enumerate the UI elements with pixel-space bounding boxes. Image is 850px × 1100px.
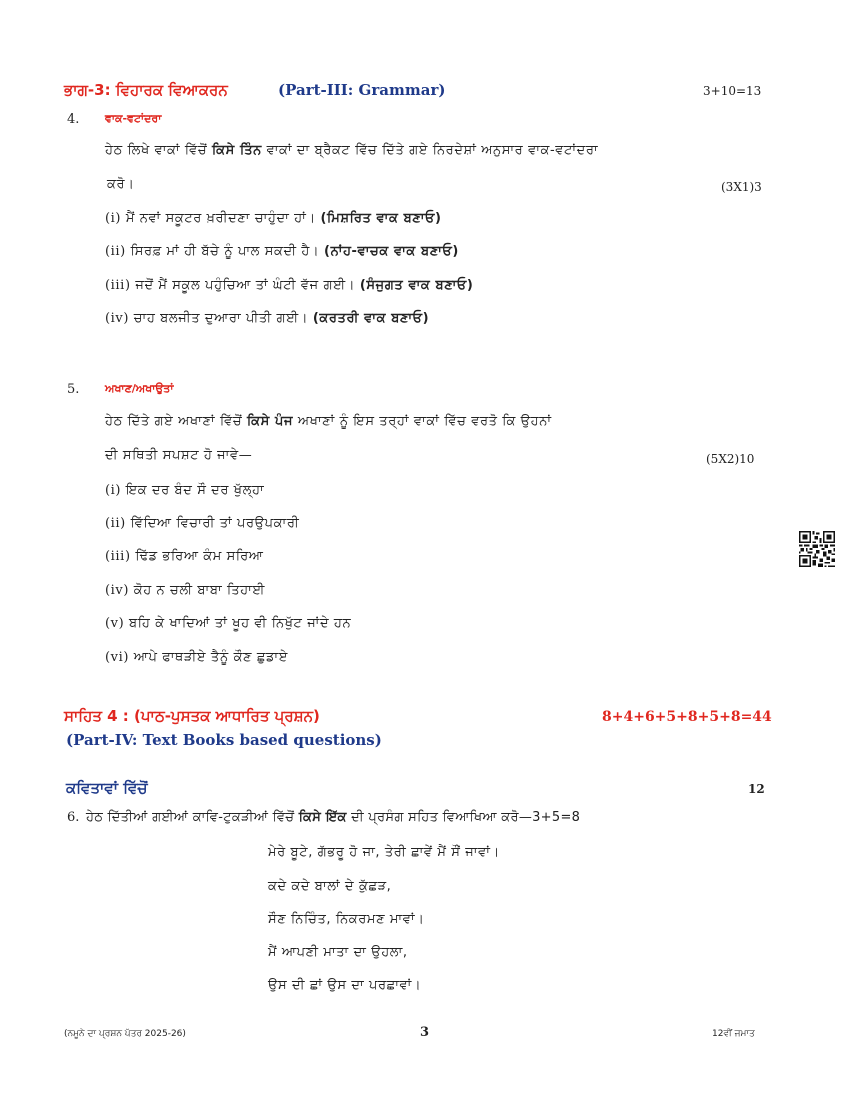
q5-heading: ਅਖਾਣ/ਅਖਾਉਤਾਂ bbox=[105, 382, 174, 395]
part3-title-en: (Part-III: Grammar) bbox=[278, 81, 446, 99]
part3-marks: 3+10=13 bbox=[703, 84, 762, 98]
poems-heading: ਕਵਿਤਾਵਾਂ ਵਿੱਚੋਂ bbox=[66, 779, 148, 797]
verse-line: ਕਦੇ ਕਦੇ ਬਾਲਾਂ ਦੇ ਕੁੱਛੜ, bbox=[268, 879, 392, 894]
q4-item: (i) ਮੈਂ ਨਵਾਂ ਸਕੂਟਰ ਖ਼ਰੀਦਣਾ ਚਾਹੁੰਦਾ ਹਾਂ। (ਮਿਸ਼ਰਿਤ ਵਾਕ ਬਣਾਓ) bbox=[105, 211, 442, 226]
q5-instruction: ਹੇਠ ਦਿੱਤੇ ਗਏ ਅਖਾਣਾਂ ਵਿੱਚੋਂ ਕਿਸੇ ਪੰਜ ਅਖਾਣਾਂ ਨੂੰ ਇਸ ਤਰ੍ਹਾਂ ਵਾਕਾਂ ਵਿੱਚ ਵਰਤੋ ਕਿ ਉਹਨਾਂ bbox=[105, 414, 552, 429]
q4-heading: ਵਾਕ-ਵਟਾਂਦਰਾ bbox=[105, 112, 162, 125]
verse-line: ਉਸ ਦੀ ਛਾਂ ਉਸ ਦਾ ਪਰਛਾਵਾਂ। bbox=[268, 978, 422, 993]
q5-item: (vi) ਆਪੇ ਫਾਥੜੀਏ ਤੈਨੂੰ ਕੌਣ ਛੁਡਾਏ bbox=[105, 650, 288, 665]
part4-marks: 8+4+6+5+8+5+8=44 bbox=[602, 709, 772, 725]
q5-instruction-line2: ਦੀ ਸਥਿਤੀ ਸਪਸ਼ਟ ਹੋ ਜਾਵੇ— bbox=[105, 448, 253, 463]
qr-code bbox=[799, 530, 835, 568]
q6-instruction: ਹੇਠ ਦਿੱਤੀਆਂ ਗਈਆਂ ਕਾਵਿ-ਟੁਕੜੀਆਂ ਵਿੱਚੋਂ ਕਿਸੇ ਇੱਕ ਦੀ ਪ੍ਰਸੰਗ ਸਹਿਤ ਵਿਆਖਿਆ ਕਰੋ—3+5=8 bbox=[86, 810, 581, 825]
verse-line: ਸੌਣ ਨਿਚਿੰਤ, ਨਿਕਰਮਣ ਮਾਵਾਂ। bbox=[268, 912, 425, 927]
q4-marks: (3X1)3 bbox=[721, 180, 762, 194]
q4-number: 4. bbox=[67, 112, 80, 127]
q5-item: (iii) ਢਿੱਡ ਭਰਿਆ ਕੰਮ ਸਰਿਆ bbox=[105, 549, 264, 564]
verse-line: ਮੈਂ ਆਪਣੀ ਮਾਤਾ ਦਾ ਉਹਲਾ, bbox=[268, 945, 408, 960]
q4-item: (ii) ਸਿਰਫ਼ ਮਾਂ ਹੀ ਬੱਚੇ ਨੂੰ ਪਾਲ ਸਕਦੀ ਹੈ। (ਨਾਂਹ-ਵਾਚਕ ਵਾਕ ਬਣਾਓ) bbox=[105, 244, 459, 259]
poems-marks: 12 bbox=[748, 782, 765, 796]
q4-instruction: ਹੇਠ ਲਿਖੇ ਵਾਕਾਂ ਵਿੱਚੋਂ ਕਿਸੇ ਤਿੰਨ ਵਾਕਾਂ ਦਾ ਬ੍ਰੈਕਟ ਵਿੱਚ ਦਿੱਤੇ ਗਏ ਨਿਰਦੇਸ਼ਾਂ ਅਨੁਸਾਰ ਵਾਕ-ਵਟਾਂਦਰਾ bbox=[105, 143, 599, 158]
q5-item: (ii) ਵਿੱਦਿਆ ਵਿਚਾਰੀ ਤਾਂ ਪਰਉਪਕਾਰੀ bbox=[105, 516, 300, 531]
part4-title-en: (Part-IV: Text Books based questions) bbox=[66, 731, 382, 749]
q5-number: 5. bbox=[67, 382, 80, 397]
q4-instruction-line2: ਕਰੋ। bbox=[107, 177, 135, 192]
page-number: 3 bbox=[420, 1025, 430, 1040]
q6-number: 6. bbox=[67, 810, 80, 825]
q5-item: (v) ਬਹਿ ਕੇ ਖਾਦਿਆਂ ਤਾਂ ਖੂਹ ਵੀ ਨਿਖੁੱਟ ਜਾਂਦੇ ਹਨ bbox=[105, 616, 352, 631]
q4-item: (iv) ਚਾਹ ਬਲਜੀਤ ਦੁਆਰਾ ਪੀਤੀ ਗਈ। (ਕਰਤਰੀ ਵਾਕ ਬਣਾਓ) bbox=[105, 311, 430, 326]
q5-item: (iv) ਕੋਹ ਨ ਚਲੀ ਬਾਬਾ ਤਿਹਾਈ bbox=[105, 583, 266, 598]
footer-left: (ਨਮੂਨੇ ਦਾ ਪ੍ਰਸ਼ਨ ਪੱਤਰ 2025-26) bbox=[64, 1029, 186, 1039]
q5-marks: (5X2)10 bbox=[706, 452, 755, 466]
q4-item: (iii) ਜਦੋਂ ਮੈਂ ਸਕੂਲ ਪਹੁੰਚਿਆ ਤਾਂ ਘੰਟੀ ਵੱਜ ਗਈ। (ਸੰਜੁਗਤ ਵਾਕ ਬਣਾਓ) bbox=[105, 278, 474, 293]
part3-title-pa: ਭਾਗ-3: ਵਿਹਾਰਕ ਵਿਆਕਰਨ bbox=[64, 81, 228, 99]
verse-line: ਮੇਰੇ ਬੂਟੇ, ਗੱਭਰੂ ਹੋ ਜਾ, ਤੇਰੀ ਛਾਵੇਂ ਮੈਂ ਸੌਂ ਜਾਵਾਂ। bbox=[268, 845, 500, 860]
footer-right: 12ਵੀਂ ਜਮਾਤ bbox=[712, 1029, 755, 1039]
q5-item: (i) ਇਕ ਦਰ ਬੰਦ ਸੌ ਦਰ ਖੁੱਲ੍ਹਾ bbox=[105, 483, 265, 498]
part4-title-pa: ਸਾਹਿਤ 4 : (ਪਾਠ-ਪੁਸਤਕ ਆਧਾਰਿਤ ਪ੍ਰਸ਼ਨ) bbox=[64, 707, 320, 725]
